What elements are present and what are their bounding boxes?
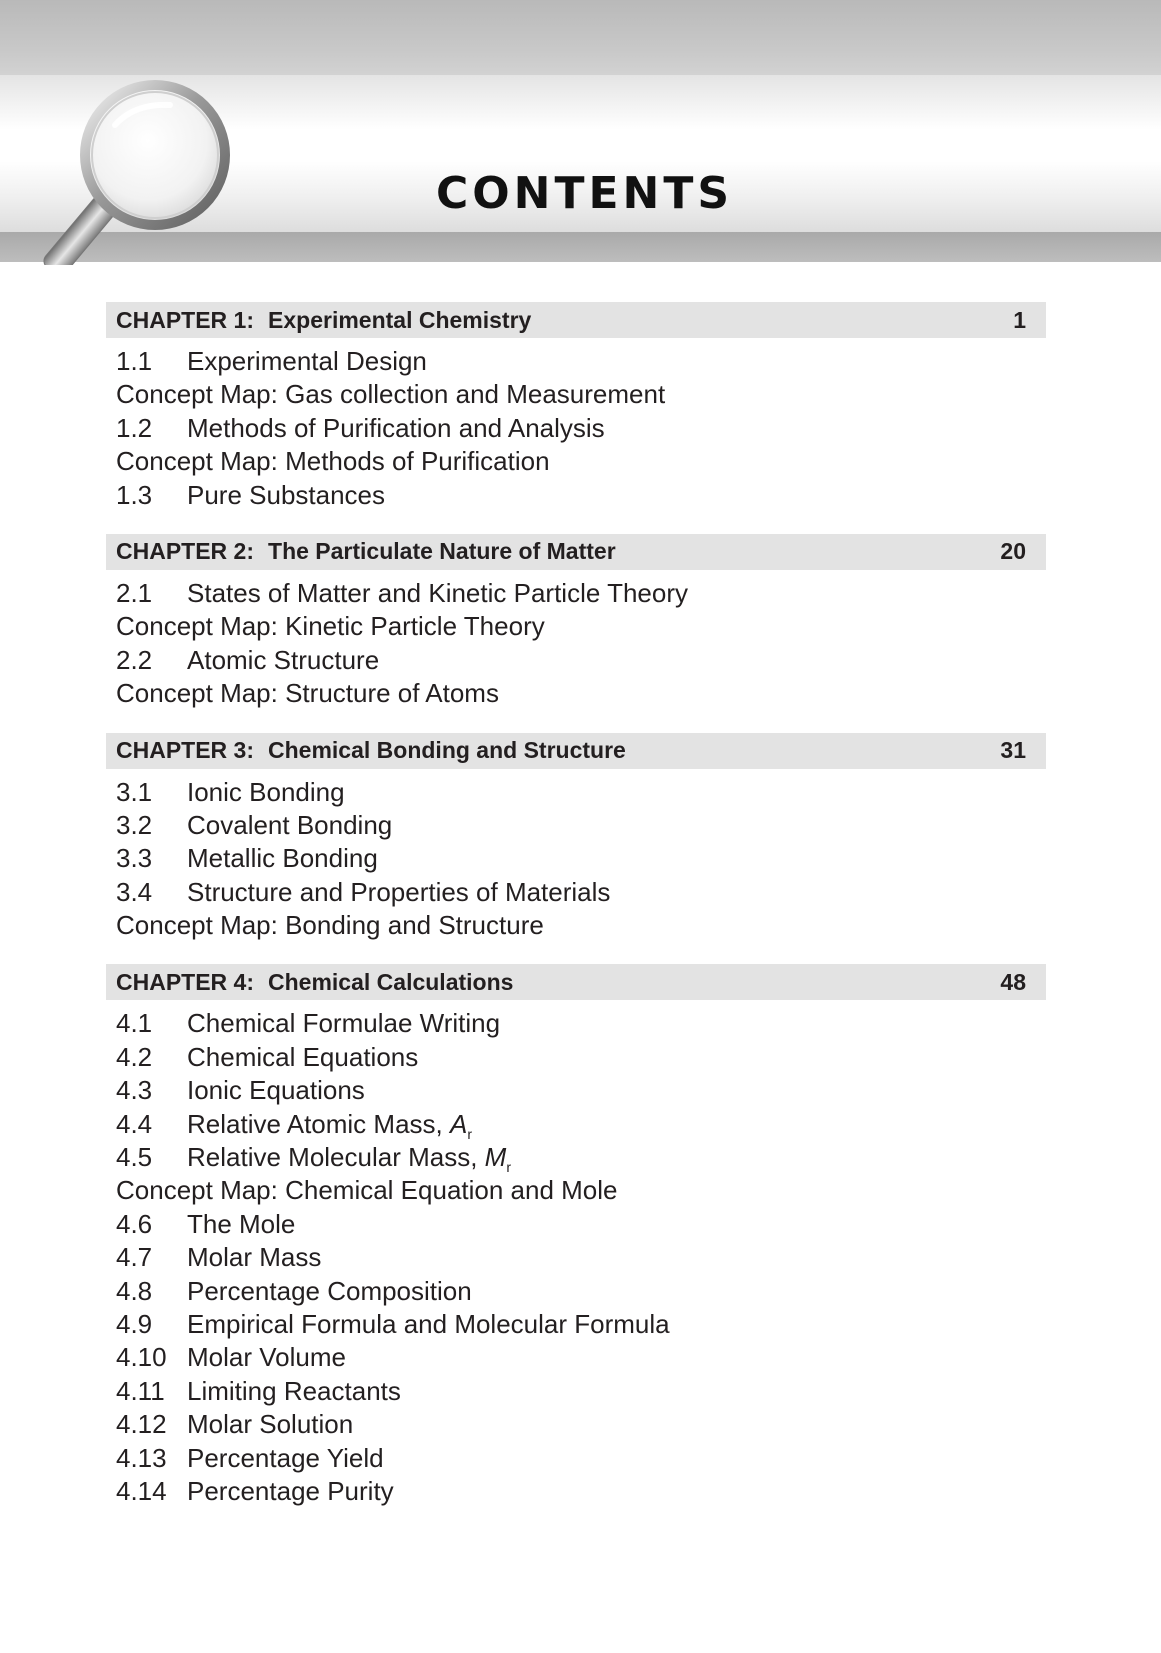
chapter-page-number: 31: [1000, 737, 1026, 764]
toc-entry[interactable]: [116, 345, 1046, 378]
toc-entry[interactable]: [116, 1141, 1046, 1174]
symbol-variable: M: [484, 1142, 507, 1173]
chapter-entries: [106, 769, 1046, 943]
section-title: Chemical Equations: [187, 1041, 419, 1072]
chapter-header[interactable]: [106, 733, 1046, 769]
chapter-page-number: 48: [1000, 968, 1026, 995]
section-title: Percentage Purity: [187, 1475, 394, 1506]
section-number: 4.14: [116, 1475, 167, 1506]
toc-entry[interactable]: [116, 1375, 1046, 1408]
section-title: Pure Substances: [187, 479, 386, 510]
toc-entry[interactable]: [116, 479, 1046, 512]
chapter-heading: [116, 737, 626, 764]
section-title: Methods of Purification and Analysis: [187, 412, 605, 443]
toc-entry[interactable]: [116, 1408, 1046, 1441]
section-title: Metallic Bonding: [187, 843, 378, 874]
chapter-page-number: 20: [1000, 538, 1026, 565]
chapter-title: Experimental Chemistry: [268, 306, 532, 333]
chapter-title: Chemical Calculations: [268, 968, 514, 995]
toc-entry[interactable]: [116, 1442, 1046, 1475]
section-number: 3.3: [116, 843, 153, 874]
symbol-subscript: r: [467, 1125, 472, 1142]
section-title: Limiting Reactants: [187, 1375, 401, 1406]
toc-entry[interactable]: [116, 1241, 1046, 1274]
chapter-heading: [116, 969, 513, 996]
section-title: Relative Molecular Mass,: [187, 1142, 485, 1173]
section-title: Concept Map: Methods of Purification: [116, 446, 550, 477]
toc-entry[interactable]: [116, 1308, 1046, 1341]
symbol-subscript: r: [506, 1159, 511, 1176]
chapter-label: CHAPTER 4:: [116, 968, 255, 995]
chapter-header[interactable]: [106, 534, 1046, 570]
section-title: Concept Map: Structure of Atoms: [116, 678, 499, 709]
section-title: Molar Mass: [187, 1242, 322, 1273]
section-title: Covalent Bonding: [187, 809, 393, 840]
section-title: Chemical Formulae Writing: [187, 1008, 501, 1039]
chapter-title: The Particulate Nature of Matter: [268, 538, 616, 565]
section-number: 4.1: [116, 1008, 153, 1039]
toc-entry[interactable]: [116, 1275, 1046, 1308]
section-number: 4.12: [116, 1409, 167, 1440]
chapter-label: CHAPTER 2:: [116, 538, 255, 565]
section-title: Empirical Formula and Molecular Formula: [187, 1308, 670, 1339]
section-number: 4.6: [116, 1208, 153, 1239]
chapter-title: Chemical Bonding and Structure: [268, 737, 626, 764]
chapter-header[interactable]: [106, 302, 1046, 338]
toc-entry[interactable]: [116, 1208, 1046, 1241]
section-title: Structure and Properties of Materials: [187, 876, 611, 907]
section-title: Percentage Yield: [187, 1442, 384, 1473]
section-title: Concept Map: Kinetic Particle Theory: [116, 611, 545, 642]
section-number: 1.1: [116, 346, 153, 376]
section-title: States of Matter and Kinetic Particle Theory: [187, 577, 688, 608]
section-number: 3.1: [116, 776, 153, 807]
toc-entry[interactable]: [116, 644, 1046, 677]
chapter-entries: [106, 338, 1046, 512]
symbol-variable: A: [449, 1108, 468, 1139]
section-title: Concept Map: Chemical Equation and Mole: [116, 1175, 618, 1206]
toc-entry[interactable]: [116, 577, 1046, 610]
chapter-label: CHAPTER 3:: [116, 737, 255, 764]
section-title: The Mole: [187, 1208, 296, 1239]
section-title: Molar Solution: [187, 1409, 354, 1440]
page-title: CONTENTS: [435, 168, 734, 219]
toc-entry[interactable]: [116, 1341, 1046, 1374]
table-of-contents: [106, 302, 1046, 1508]
chapter-heading: [116, 538, 616, 565]
toc-entry[interactable]: [116, 610, 1046, 643]
section-title: Atomic Structure: [187, 644, 380, 675]
toc-entry[interactable]: [116, 842, 1046, 875]
toc-entry[interactable]: [116, 809, 1046, 842]
section-number: 4.9: [116, 1308, 153, 1339]
chapter-page-number: 1: [1013, 306, 1026, 333]
toc-entry[interactable]: [116, 1074, 1046, 1107]
section-number: 4.11: [116, 1375, 165, 1406]
section-number: 1.2: [116, 412, 153, 443]
section-title: Molar Volume: [187, 1342, 346, 1373]
section-number: 4.3: [116, 1075, 153, 1106]
section-title: Experimental Design: [187, 346, 427, 376]
section-title: Concept Map: Bonding and Structure: [116, 910, 544, 941]
section-number: 1.3: [116, 479, 153, 510]
section-number: 4.13: [116, 1442, 167, 1473]
chapter-entries: [106, 570, 1046, 711]
section-number: 2.2: [116, 644, 153, 675]
toc-entry[interactable]: [116, 378, 1046, 411]
section-number: 4.4: [116, 1108, 153, 1139]
toc-entry[interactable]: [116, 677, 1046, 710]
toc-entry[interactable]: [116, 1041, 1046, 1074]
section-title: Percentage Composition: [187, 1275, 472, 1306]
section-number: 3.4: [116, 876, 153, 907]
toc-entry[interactable]: [116, 1475, 1046, 1508]
toc-entry[interactable]: [116, 1108, 1046, 1141]
section-title: Ionic Equations: [187, 1075, 365, 1106]
toc-entry[interactable]: [116, 1174, 1046, 1207]
section-number: 3.2: [116, 809, 153, 840]
chapter-label: CHAPTER 1:: [116, 306, 255, 333]
chapter-entries: [106, 1000, 1046, 1508]
section-number: 4.8: [116, 1275, 153, 1306]
section-number: 2.1: [116, 577, 153, 608]
section-number: 4.10: [116, 1342, 167, 1373]
header-top-strip: [0, 0, 1161, 75]
section-title: Concept Map: Gas collection and Measurement: [116, 379, 666, 410]
toc-entry[interactable]: [116, 776, 1046, 809]
section-number: 4.7: [116, 1242, 153, 1273]
chapter-header[interactable]: [106, 964, 1046, 1000]
toc-entry[interactable]: [116, 412, 1046, 445]
section-number: 4.5: [116, 1142, 153, 1173]
toc-entry[interactable]: [116, 1007, 1046, 1040]
section-number: 4.2: [116, 1041, 153, 1072]
chapter-heading: [116, 307, 531, 334]
toc-entry[interactable]: [116, 909, 1046, 942]
toc-entry[interactable]: [116, 445, 1046, 478]
section-title: Relative Atomic Mass,: [187, 1108, 450, 1139]
section-title: Ionic Bonding: [187, 776, 345, 807]
toc-entry[interactable]: [116, 876, 1046, 909]
